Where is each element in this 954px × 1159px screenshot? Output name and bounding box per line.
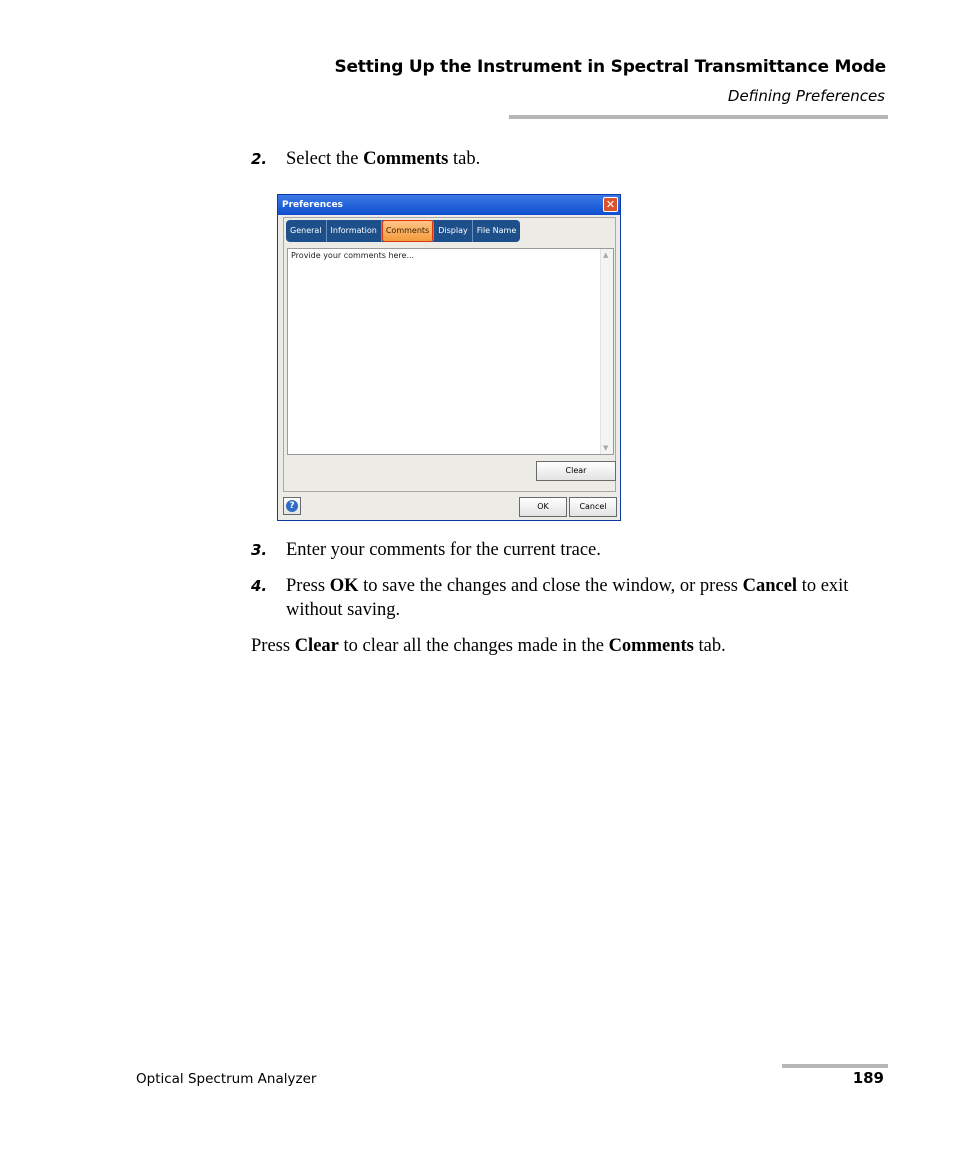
- note-bold-comments: Comments: [608, 636, 694, 656]
- step-4-pre: Press: [286, 576, 330, 596]
- step-4-post: to exit without saving.: [286, 576, 849, 620]
- preferences-dialog: [277, 194, 621, 521]
- cancel-button[interactable]: Cancel: [569, 497, 617, 517]
- header-rule: [509, 115, 888, 119]
- footer-product: Optical Spectrum Analyzer: [136, 1071, 317, 1087]
- page-number: 189: [852, 1069, 884, 1087]
- section-title: Setting Up the Instrument in Spectral Transmittance Mode: [334, 57, 886, 77]
- footer-rule: [782, 1064, 888, 1068]
- section-subtitle: Defining Preferences: [727, 87, 885, 105]
- tab-bar: [286, 220, 520, 242]
- step-4-number: 4.: [251, 577, 268, 595]
- note-pre: Press: [251, 636, 295, 656]
- step-4-bold-ok: OK: [329, 576, 359, 596]
- help-icon: ?: [286, 500, 298, 512]
- tab-file-name[interactable]: File Name: [476, 226, 517, 235]
- clear-button[interactable]: Clear: [536, 461, 616, 481]
- step-2-pre: Select the: [286, 149, 364, 169]
- tab-comments[interactable]: Comments: [382, 220, 434, 242]
- ok-button[interactable]: OK: [519, 497, 567, 517]
- clear-note: [251, 634, 726, 658]
- step-3-number: 3.: [251, 541, 268, 559]
- step-4-text: [286, 574, 886, 622]
- note-mid: to clear all the changes made in the: [338, 636, 609, 656]
- dialog-title: Preferences: [278, 195, 620, 215]
- dialog-panel: [283, 217, 616, 492]
- comments-textarea[interactable]: [287, 248, 614, 455]
- scroll-down-icon[interactable]: ▼: [603, 444, 609, 452]
- step-2-text: [286, 147, 886, 171]
- comments-placeholder: Provide your comments here...: [291, 251, 415, 260]
- help-button[interactable]: [283, 497, 301, 515]
- tab-general[interactable]: General: [286, 220, 327, 242]
- step-4-mid: to save the changes and close the window, or press: [358, 576, 743, 596]
- note-bold-clear: Clear: [294, 636, 339, 656]
- step-2-post: tab.: [448, 149, 481, 169]
- tab-display[interactable]: Display: [434, 220, 473, 242]
- tab-information[interactable]: Information: [327, 220, 382, 242]
- step-2-bold: Comments: [363, 149, 449, 169]
- step-4-bold-cancel: Cancel: [742, 576, 798, 596]
- close-icon[interactable]: ✕: [603, 197, 618, 212]
- comments-scrollbar[interactable]: [600, 249, 613, 454]
- note-post: tab.: [693, 636, 726, 656]
- step-3-text: Enter your comments for the current trace.: [286, 540, 601, 560]
- step-2-number: 2.: [251, 150, 268, 168]
- scroll-up-icon[interactable]: ▲: [603, 251, 609, 259]
